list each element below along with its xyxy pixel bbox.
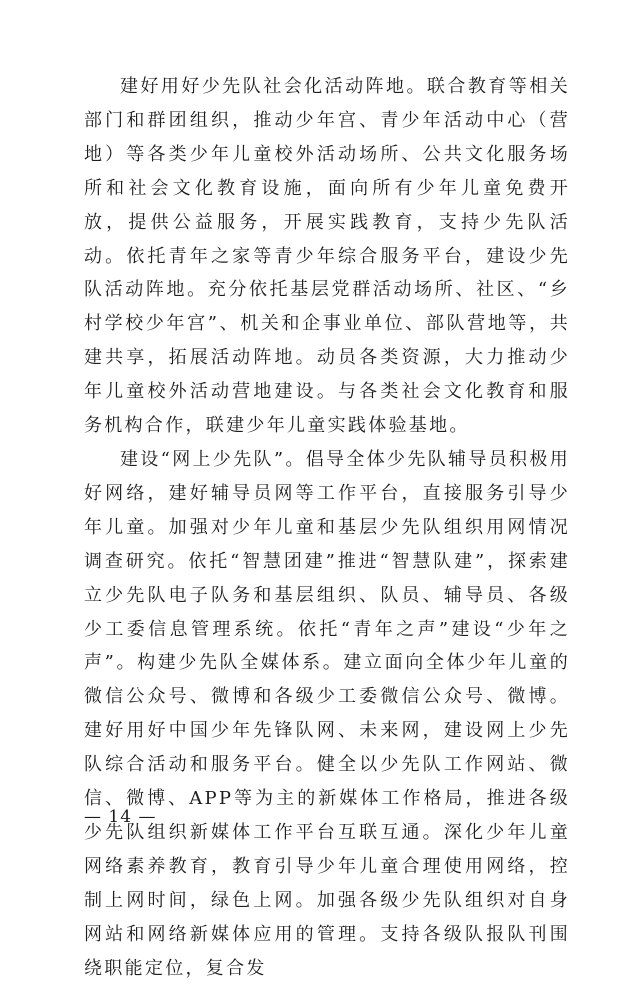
paragraph-online-pioneers: 建设“网上少先队”。倡导全体少先队辅导员积极用好网络，建好辅导员网等工作平台，直接服务引导少年儿童。加强对少年儿童和基层少先队组织用网情况调查研究。依托“智慧团建”推进“智慧队建”，探索建立少先队电子队务和基层组织、队员、辅导员、各级少工委信息管理系统。依托“青年之声”建设“少年之声”。构建少先队全媒体系。建立面向全体少年儿童的微信公众号、微博和各级少工委微信公众号、微博。建好用好中国少年先锋队网、未来网，建设网上少先队综合活动和服务平台。健全以少先队工作网站、微信、微博、APP等为主的新媒体工作格局，推进各级少先队组织新媒体工作平台互联互通。深化少年儿童网络素养教育，教育引导少年儿童合理使用网络，控制上网时间，绿色上网。加强各级少先队组织对自身网站和网络新媒体应用的管理。支持各级队报队刊围绕职能定位，复合发: [84, 448, 570, 979]
paragraph-activity-venues: 建好用好少先队社会化活动阵地。联合教育等相关部门和群团组织，推动少年宫、青少年活动中心（营地）等各类少年儿童校外活动场所、公共文化服务场所和社会文化教育设施，面向所有少年儿童免费开放，提供公益服务，开展实践教育，支持少先队活动。依托青年之家等青少年综合服务平台，建设少先队活动阵地。充分依托基层党群活动场所、社区、“乡村学校少年宫”、机关和企事业单位、部队营地等，共建共享，拓展活动阵地。动员各类资源，大力推动少年儿童校外活动营地建设。与各类社会文化教育和服务机构合作，联建少年儿童实践体验基地。: [84, 76, 570, 437]
body-text: [84, 70, 570, 985]
page-number: — 14 —: [84, 807, 157, 827]
